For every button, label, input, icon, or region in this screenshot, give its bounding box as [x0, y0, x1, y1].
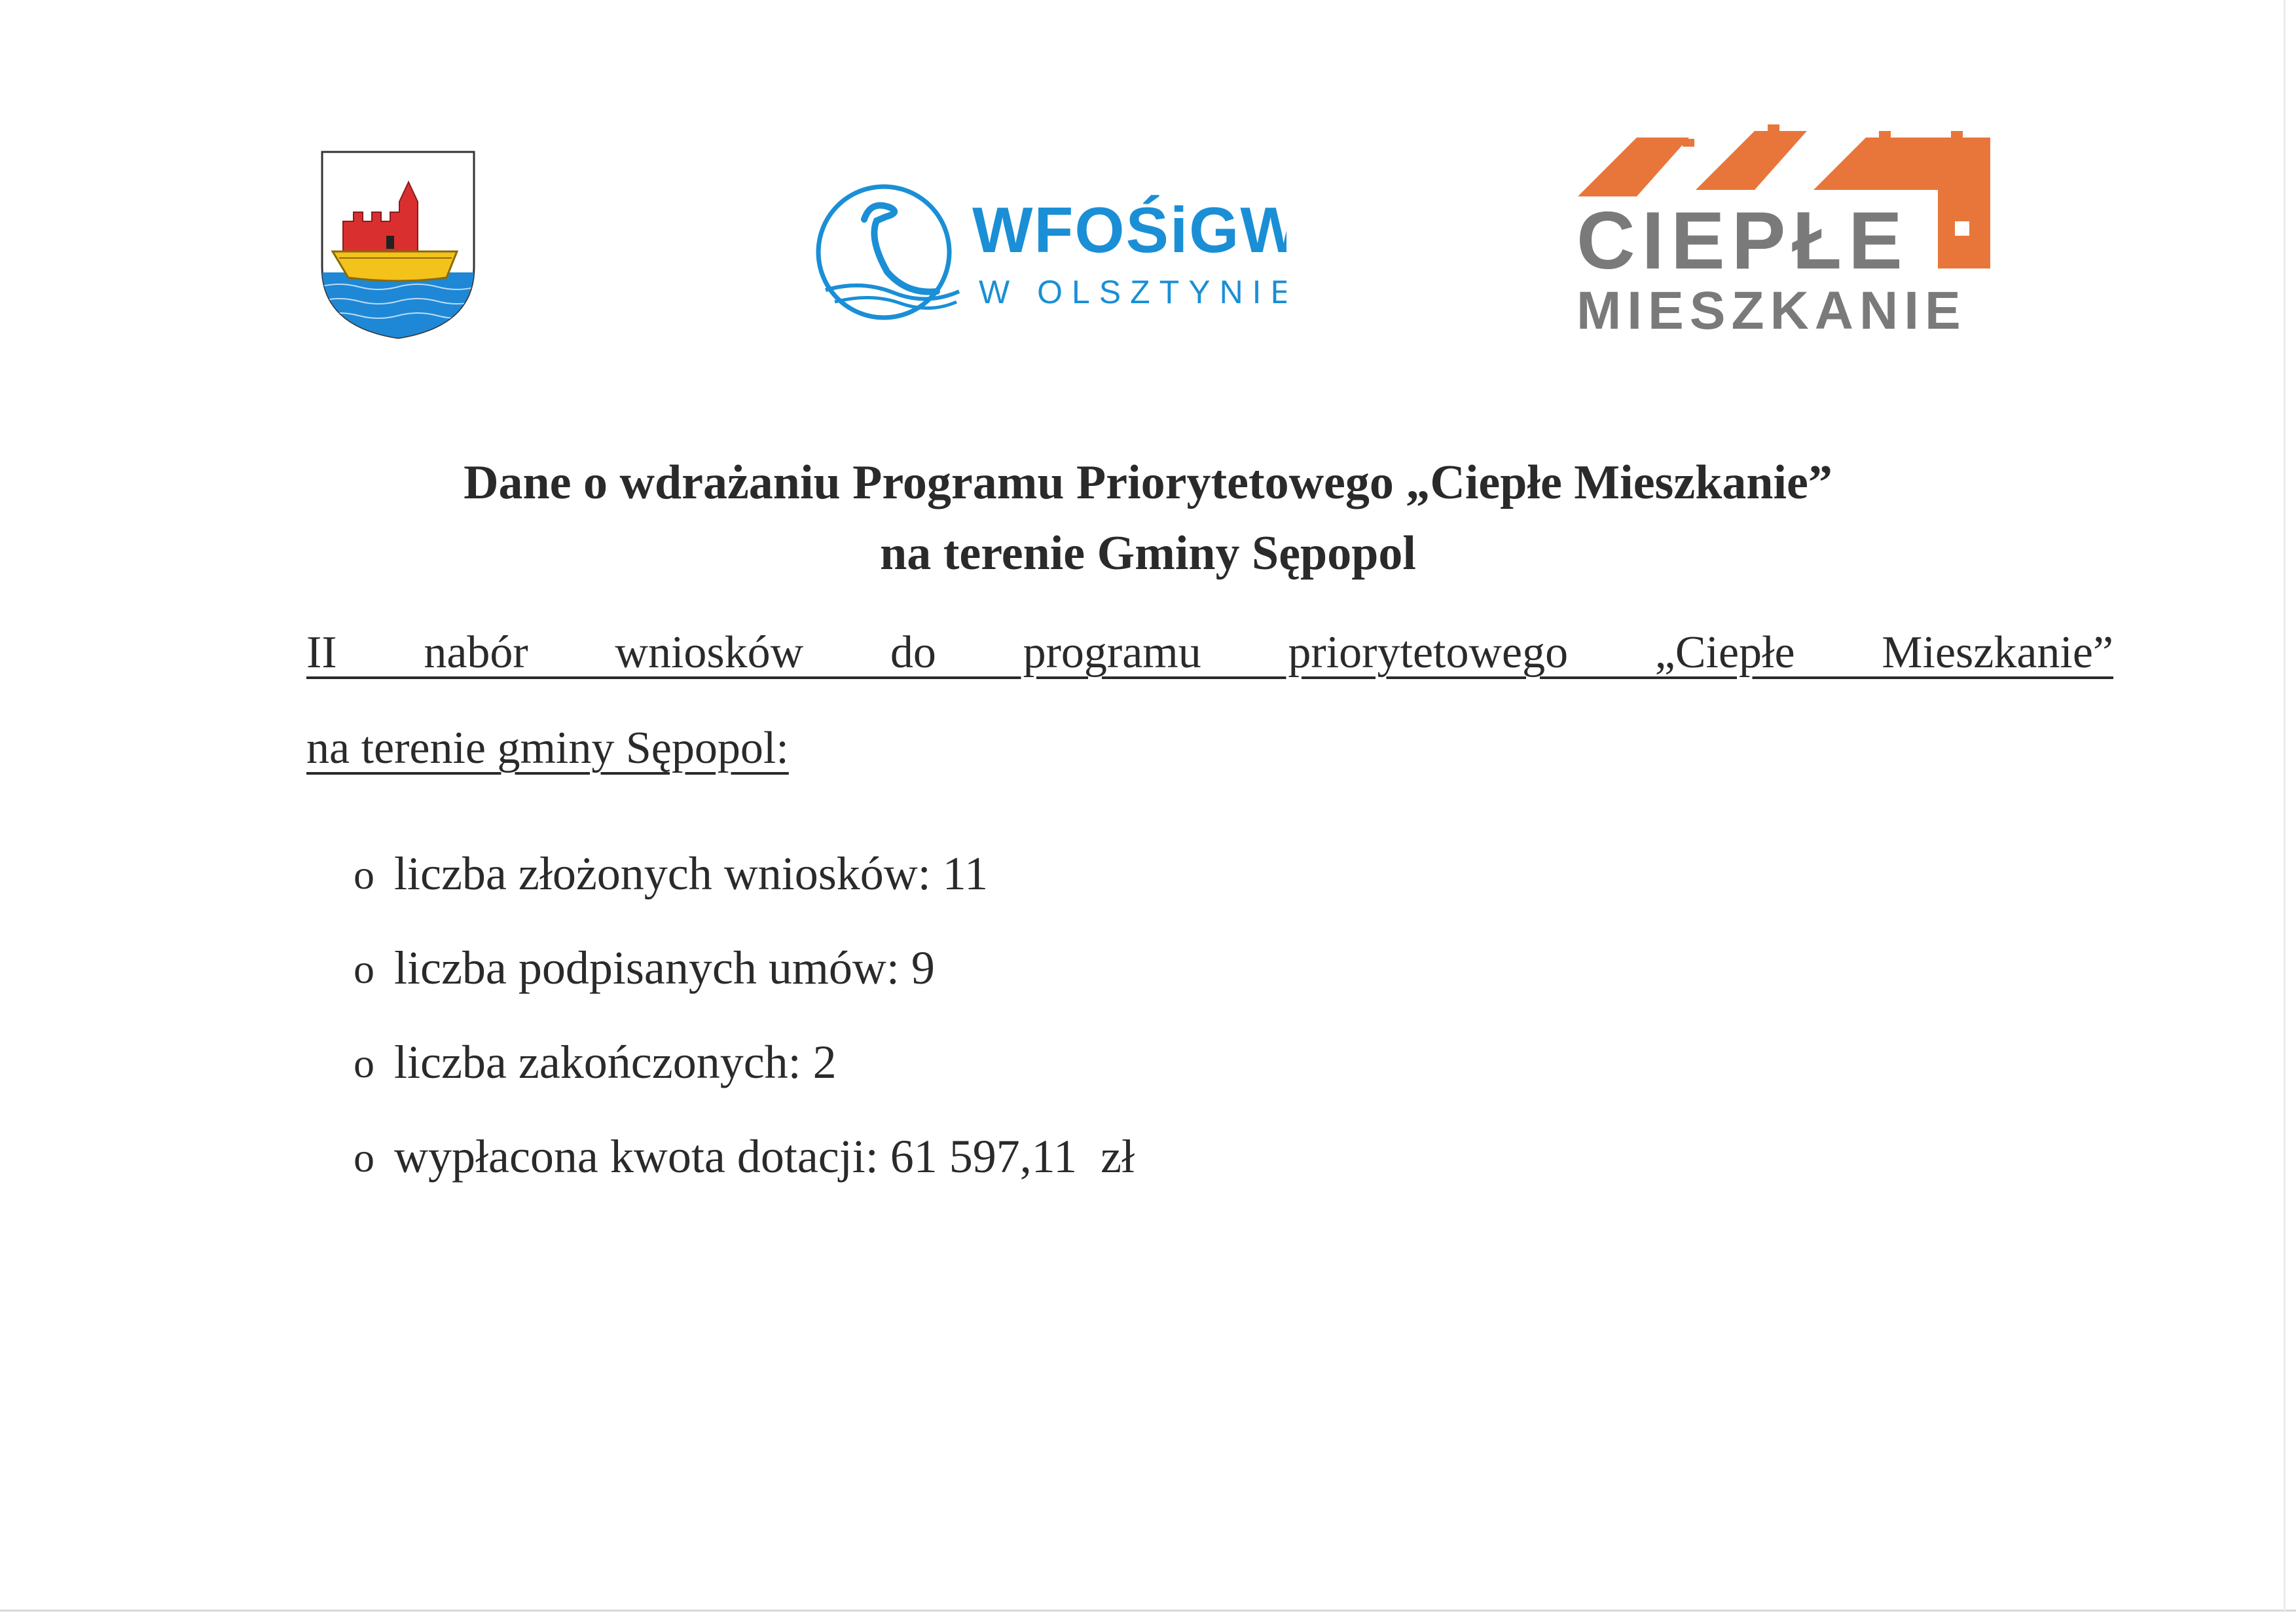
wfos-name-text: WFOŚiGW: [972, 194, 1286, 266]
document-title-line-2: na terenie Gminy Sępopol: [880, 526, 1416, 580]
wfos-sub-text: W OLSZTYNIE: [979, 274, 1286, 310]
subtitle-line-2: na terenie gminy Sępopol:: [306, 723, 789, 773]
sepopol-coat-of-arms-logo: [319, 149, 477, 341]
list-item-text: wypłacona kwota dotacji: 61 597,11 zł: [394, 1130, 1135, 1183]
list-item: [354, 847, 1135, 944]
subtitle-line-1: II nabór wniosków do programu priorytetowego „Ciepłe Mieszkanie”: [306, 627, 2113, 678]
list-item-text: liczba złożonych wniosków: 11: [394, 847, 989, 900]
list-item: [354, 1036, 1135, 1133]
bullet-icon: o: [354, 1040, 374, 1086]
page-right-edge: [2284, 0, 2286, 1611]
wfosigw-logo: [809, 174, 1286, 331]
list-item-text: liczba podpisanych umów: 9: [394, 942, 935, 994]
cieple-line2-text: MIESZKANIE: [1576, 281, 1967, 341]
bullet-icon: o: [354, 946, 374, 992]
list-item-text: liczba zakończonych: 2: [394, 1036, 837, 1088]
statistics-list: [354, 847, 1135, 1227]
bullet-icon: o: [354, 1134, 374, 1181]
cieple-mieszkanie-logo: [1571, 124, 2010, 341]
bullet-icon: o: [354, 851, 374, 898]
page-bottom-edge: [0, 1610, 2296, 1612]
list-item: [354, 1130, 1135, 1227]
cieple-line1-text: CIEPŁE: [1576, 196, 1909, 286]
document-title-line-1: Dane o wdrażaniu Programu Priorytetowego „Ciepłe Mieszkanie”: [464, 456, 1832, 509]
list-item: [354, 944, 1135, 1039]
